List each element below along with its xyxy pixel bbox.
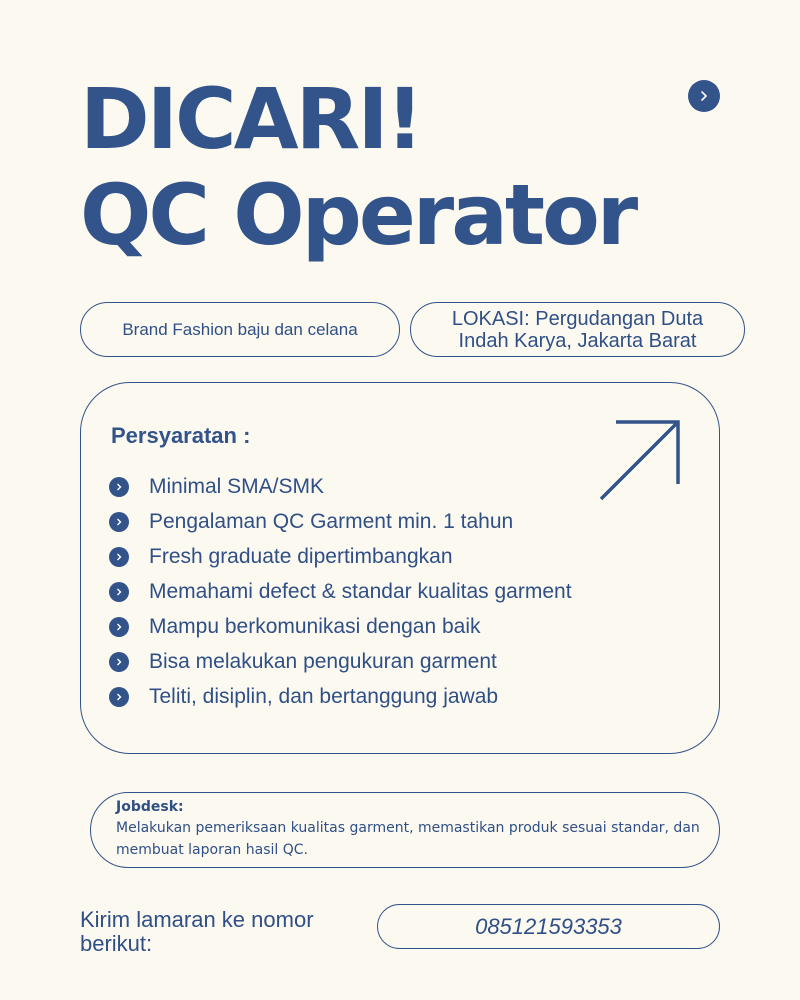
list-item — [109, 469, 572, 504]
requirement-text: Teliti, disiplin, dan bertanggung jawab — [149, 684, 499, 708]
headline-title: DICARI! — [80, 70, 421, 168]
list-item — [109, 504, 572, 539]
jobdesk-box — [90, 792, 720, 868]
chevron-right-icon — [109, 547, 129, 567]
next-button[interactable] — [688, 80, 720, 112]
phone-number[interactable]: 085121593353 — [475, 913, 622, 939]
arrow-up-right-icon — [596, 417, 686, 507]
jobdesk-text: Melakukan pemeriksaan kualitas garment, memastikan produk sesuai standar, dan membuat laporan hasil QC. — [116, 820, 700, 858]
requirement-text: Fresh graduate dipertimbangkan — [149, 544, 453, 568]
brand-pill — [80, 302, 400, 357]
requirements-list — [109, 469, 572, 714]
jobdesk-title: Jobdesk: — [116, 799, 184, 815]
brand-text: Brand Fashion baju dan celana — [122, 319, 358, 339]
list-item — [109, 644, 572, 679]
requirement-text: Minimal SMA/SMK — [149, 474, 325, 498]
chevron-right-icon — [109, 512, 129, 532]
chevron-right-icon — [109, 617, 129, 637]
requirement-text: Bisa melakukan pengukuran garment — [149, 649, 497, 673]
chevron-right-icon — [109, 582, 129, 602]
list-item — [109, 609, 572, 644]
list-item — [109, 679, 572, 714]
chevron-right-icon — [109, 687, 129, 707]
requirements-title: Persyaratan : — [111, 423, 251, 448]
requirement-text: Mampu berkomunikasi dengan baik — [149, 614, 481, 638]
requirement-text: Pengalaman QC Garment min. 1 tahun — [149, 509, 514, 533]
headline-position: QC Operator — [80, 166, 636, 264]
apply-instruction: Kirim lamaran ke nomor berikut: — [80, 907, 314, 956]
chevron-right-icon — [109, 652, 129, 672]
phone-number-pill[interactable] — [377, 904, 720, 949]
list-item — [109, 539, 572, 574]
chevron-right-icon — [109, 477, 129, 497]
chevron-right-icon — [697, 89, 711, 103]
list-item — [109, 574, 572, 609]
requirements-box — [80, 382, 720, 754]
requirement-text: Memahami defect & standar kualitas garment — [149, 579, 572, 603]
location-pill — [410, 302, 745, 357]
location-text: LOKASI: Pergudangan Duta Indah Karya, Jakarta Barat — [451, 307, 704, 352]
